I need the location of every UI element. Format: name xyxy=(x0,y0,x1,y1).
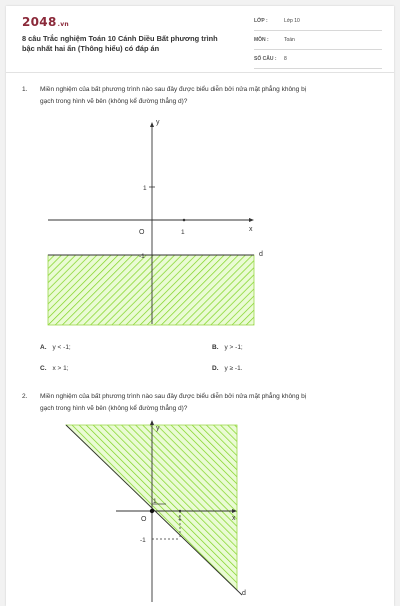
tick-label-y-minus-1: -1 xyxy=(139,253,145,260)
question-text-line: Miền nghiệm của bất phương trình nào sau đây được biểu diễn bởi nửa mặt phẳng không bị xyxy=(40,86,307,93)
question-text-line: gạch trong hình vẽ bên (không kể đường thẳng d)? xyxy=(40,405,188,412)
y-axis-label: y xyxy=(156,425,160,432)
question-text-line: Miền nghiệm của bất phương trình nào sau đây được biểu diễn bởi nửa mặt phẳng không bị xyxy=(40,393,307,400)
meta-label: SỐ CÂU : xyxy=(254,56,277,62)
x-axis-label: x xyxy=(232,515,236,522)
tick-label-y-1: 1 xyxy=(153,498,157,505)
meta-value: Toán xyxy=(284,37,295,43)
origin-label: O xyxy=(139,229,145,236)
question-2-graph xyxy=(6,6,394,606)
origin-label: O xyxy=(141,516,147,523)
meta-value: 8 xyxy=(284,56,287,62)
question-number: 1. xyxy=(22,86,28,93)
option-b[interactable]: B. y > -1; xyxy=(212,344,243,351)
worksheet-page xyxy=(6,6,394,606)
option-a[interactable]: A. y < -1; xyxy=(40,344,71,351)
site-logo[interactable]: 2048.vn xyxy=(22,15,69,29)
tick-x-1 xyxy=(179,510,181,512)
line-d-label: d xyxy=(242,590,246,597)
document-title: 8 câu Trắc nghiệm Toán 10 Cánh Diều Bất phương trình bậc nhất hai ẩn (Thông hiểu) có đáp án xyxy=(22,34,218,53)
question-text-line: gạch trong hình vẽ bên (không kể đường thẳng d)? xyxy=(40,98,188,105)
origin-point xyxy=(150,509,154,513)
tick-label-x-1: 1 xyxy=(181,229,185,236)
meta-label: MÔN : xyxy=(254,37,269,43)
tick-label-x-1: 1 xyxy=(178,515,182,522)
tick-label-y-1: 1 xyxy=(143,185,147,192)
y-axis-label: y xyxy=(156,119,160,126)
meta-value: Lớp 10 xyxy=(284,18,300,24)
tick-label-y-minus-1: -1 xyxy=(140,537,146,544)
meta-label: LỚP : xyxy=(254,18,268,24)
option-c[interactable]: C. x > 1; xyxy=(40,365,69,372)
x-axis-label: x xyxy=(249,226,253,233)
line-d-label: d xyxy=(259,251,263,258)
question-number: 2. xyxy=(22,393,28,400)
y-axis-arrow-icon xyxy=(150,420,154,425)
option-d[interactable]: D. y ≥ -1. xyxy=(212,365,243,372)
